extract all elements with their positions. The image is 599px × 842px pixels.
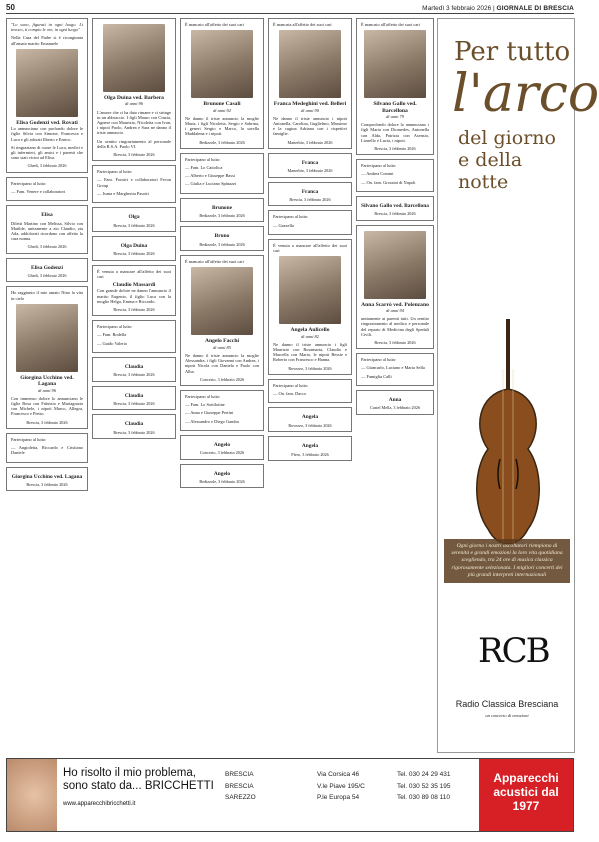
column-2 bbox=[92, 18, 176, 443]
page-header bbox=[6, 2, 574, 14]
footer-url[interactable]: www.apparecchibricchetti.it bbox=[63, 801, 136, 807]
portrait-photo bbox=[279, 30, 341, 98]
obituary-brunone: Brunone Bedizzole, 3 febbraio 2026 bbox=[180, 198, 264, 223]
page-number: 50 bbox=[6, 3, 15, 12]
obituary-massardi: È venuta a mancare all'affetto dei suoi cari Claudio Massardi Con grande dolore ne danno l'annuncio il marito Eugenio, il figlio Luca con la moglie Helga, Emma e Riccardo. Brescia, 3 febbraio 2026 bbox=[92, 265, 176, 317]
portrait-photo bbox=[16, 49, 78, 117]
page-date: Martedì 3 febbraio 2026 | GIORNALE DI BRESCIA bbox=[422, 5, 574, 12]
obituary-anna: Anna Castel Mella, 3 febbraio 2026 bbox=[356, 390, 434, 415]
column-1 bbox=[6, 18, 88, 495]
participation-box: Partecipano al lutto: — Fam. Venere e collaboratori bbox=[6, 177, 88, 201]
portrait-photo bbox=[16, 304, 78, 372]
footer-towns: BRESCIA BRESCIA SAREZZO bbox=[225, 771, 256, 801]
participation-box: Partecipano al lutto: — On. fam. Dacco bbox=[268, 379, 352, 403]
obituary-casali: È mancato all'affetto dei suoi cari Brunone Casali di anni 92 Ne danno il triste annuncio la moglie Maria, i figli Nicoletta, Sergio e Sabrina, i generi Sergio e Marco, la sorella Maddalena e i nipoti. Bedizzole, 3 febbraio 2026 bbox=[180, 18, 264, 149]
obituary-franca-2: Franca Brescia, 3 febbraio 2026 bbox=[268, 182, 352, 207]
hearing-aid-advert[interactable] bbox=[6, 758, 574, 832]
obituary-claudia: Claudia Brescia, 3 febbraio 2026 bbox=[92, 357, 176, 382]
obituary-lagana: Ho raggiunto il mio amato Nino la vita in cielo Giorgina Ucchino ved. Lagana di anni 96 Con immenso dolore lo annunciano le figlie Rosa con Fabrizio e Mariagrazia con Michele, i nipoti Marco, Allegra, Francesco e Pietro. Brescia, 3 febbraio 2026 bbox=[6, 286, 88, 428]
column-4 bbox=[268, 18, 352, 465]
portrait-photo bbox=[191, 267, 253, 335]
obituary-medeghini: È mancata all'affetto dei suoi cari Franca Medeghini ved. Belleri di anni 90 Ne danno il triste annuncio i nipoti Antonella, Carolina, Guglielmo, Massimo e la cugina Adriana con i rispettivi famiglie. Manerbio, 3 febbraio 2026 bbox=[268, 18, 352, 149]
footer-addresses: Via Corsica 46 V.le Piave 195/C P.le Europa 54 bbox=[317, 771, 365, 801]
radio-subtitle: un concerto di emozioni bbox=[485, 713, 529, 718]
portrait-photo bbox=[364, 30, 426, 98]
portrait-photo bbox=[279, 256, 341, 324]
participation-box: Partecipano al lutto: — Gazzella bbox=[268, 210, 352, 234]
participation-box: Partecipano al lutto: — Andrea Comini — On. fam. Grossini di Napoli bbox=[356, 159, 434, 192]
column-5 bbox=[356, 18, 434, 419]
obituary-claudia-3: Claudia Brescia, 3 febbraio 2026 bbox=[92, 414, 176, 439]
obituary-olga-duina: Olga Duina Brescia, 3 febbraio 2026 bbox=[92, 236, 176, 261]
obituary-lagana-2: Giorgina Ucchino ved. Lagana Brescia, 3 febbraio 2026 bbox=[6, 467, 88, 492]
obituary-elisa-godenzi: Elisa Godenzi Ghedi, 3 febbraio 2026 bbox=[6, 258, 88, 283]
footer-headline: Ho risolto il mio problema, sono stato da... BRICCHETTI bbox=[63, 767, 214, 792]
ad-line-4: e della notte bbox=[458, 149, 523, 193]
footer-main bbox=[57, 759, 221, 831]
obituary-angela-2: Angela Flero, 3 febbraio 2026 bbox=[268, 436, 352, 461]
portrait-photo bbox=[191, 30, 253, 98]
participation-box: Partecipano al lutto: — Giancarlo, Luciano e Maria Sella — Famiglia Calli bbox=[356, 353, 434, 386]
obituary-silvano: Silvano Gallo ved. Barcellona Brescia, 3 febbraio 2026 bbox=[356, 196, 434, 221]
ear-image bbox=[7, 759, 57, 831]
participation-box: Partecipano al lutto: — Angioletta, Riccardo e Cristiano Daniele bbox=[6, 433, 88, 463]
obituary-franca: Franca Manerbio, 3 febbraio 2026 bbox=[268, 153, 352, 178]
ad-line-3: del giorno bbox=[458, 127, 556, 149]
obituary-scarro: Anna Scarrò ved. Polenzano di anni 94 unitamente ai parenti tutti. Un sentito ringraziamento al medico e personale del reparto di Medicina degli Spedali Civili. Brescia, 3 febbraio 2026 bbox=[356, 225, 434, 350]
obituary-claudia-2: Claudia Brescia, 3 febbraio 2026 bbox=[92, 386, 176, 411]
participation-box: Partecipano al lutto: — Fam. Lo Sottilotine — Anna e Giuseppe Pertini — Alessandro e Diego Gamba bbox=[180, 390, 264, 431]
column-3 bbox=[180, 18, 264, 492]
obituary-aulicello: È venuta a mancare all'affetto dei suoi cari Angela Aulicello di anni 82 Ne danno il triste annuncio i figli Maurizio con Rosamaria, Claudio e Marcella con Mario, le nipoti Bessie e Roberto con Francesco e Hanna. Rovezzo, 3 febbraio 2026 bbox=[268, 239, 352, 375]
ad-line-2: l'arco bbox=[452, 64, 599, 124]
obituary-bruno: Bruno Bedizzole, 3 febbraio 2026 bbox=[180, 226, 264, 251]
participation-box: Partecipano al lutto: — Fam. Fornici e collaboratori Fecon Group — Ivana e Margherita Pasotti bbox=[92, 165, 176, 203]
radio-name: Radio Classica Bresciana bbox=[455, 699, 559, 709]
obituary-olga: Olga Brescia, 3 febbraio 2026 bbox=[92, 207, 176, 232]
portrait-photo bbox=[103, 24, 165, 92]
obituary-angelo-2: Angelo Bedizzole, 3 febbraio 2026 bbox=[180, 464, 264, 489]
participation-box: Partecipano al lutto: — Fam. Lo Cattolica — Alberto e Giuseppe Bassi — Giulia e Luciano Spinazzi bbox=[180, 153, 264, 194]
obituary-elisa: Elisa Diletti Martino con Melissa, Silvio con Matilde, unitamente a zio Claudio, zia Ada, addolorati ricordano con affetto la cara nonna. Ghedi, 3 febbraio 2026 bbox=[6, 205, 88, 254]
radio-logo: RCB bbox=[478, 631, 549, 671]
obituary-gallo: È mancato all'affetto dei suoi cari Silvano Gallo ved. Barcellona di anni 79 Comprofondo dolore lo annunciano i figli Maria con Diomedes, Antonella con Alda, Patrizia con Asensio, Lionello e Lucia, i nipoti. Brescia, 3 febbraio 2026 bbox=[356, 18, 434, 155]
ad-line-1: Per tutto bbox=[454, 37, 571, 67]
footer-red-box: Apparecchi acustici dal 1977 bbox=[479, 759, 573, 831]
radio-advert[interactable] bbox=[437, 18, 599, 753]
obituary-rovati: "Lo sono, figurati in ogni luogo. Li invoco, ti compio le ore, in ogni luogo" Nella Casa del Padre si è ricongiunta all'amato marito Emanuele Elisa Godenzi ved. Rovati Lo annunciano con profondo dolore le figlie Silvia con Simone, Francesca e Luca e gli adorati Ilberto e Enrico. Si ringraziano di cuore le Luca, medici e gli infermieri, gli amici e i parenti che sono stati vicini ad Elisa. Ghedi, 3 febbraio 2026 bbox=[6, 18, 88, 173]
participation-box: Partecipano al lutto: — Fam. Rodella — Guido Valerio bbox=[92, 320, 176, 353]
obituary-duina: Olga Duina ved. Barbera di anni 96 L'amore che ci ha dato rimane e ci stringe in un abbraccio. I figli Mauro con Cinzia, Agnese con Maurizio, Nicoletta con Ivan, i nipoti Paolo, Andrea e Sara ne danno il triste annuncio. Un sentito ringraziamento al personale della R.S.A. Paolo VI. Brescia, 3 febbraio 2026 bbox=[92, 18, 176, 161]
obituary-facchi: È mancato all'affetto dei suoi cari Angelo Facchi di anni 85 Ne danno il triste annuncio la moglie Alessandra, i figli Giovanni con Andrea, i nipoti Nicola con Daniela e Paolo con Alba. Concesio, 3 febbraio 2026 bbox=[180, 255, 264, 386]
portrait-photo bbox=[364, 231, 426, 299]
obituary-angelo: Angelo Concesio, 3 febbraio 2026 bbox=[180, 435, 264, 460]
ad-quote: Ogni giorno i nostri ascoltatori riempiono di serenità e grandi emozioni la loro vita quotidiana scegliendo, tra 24 ore di musica classica rigorosamente selezionata. I migliori concerti dei più grandi interpreti internazionali bbox=[444, 539, 570, 583]
obituary-angela: Angela Rovezzo, 3 febbraio 2026 bbox=[268, 407, 352, 432]
footer-phones: Tel. 030 24 29 431 Tel. 030 52 35 195 Tel. 030 89 08 110 bbox=[397, 771, 451, 801]
